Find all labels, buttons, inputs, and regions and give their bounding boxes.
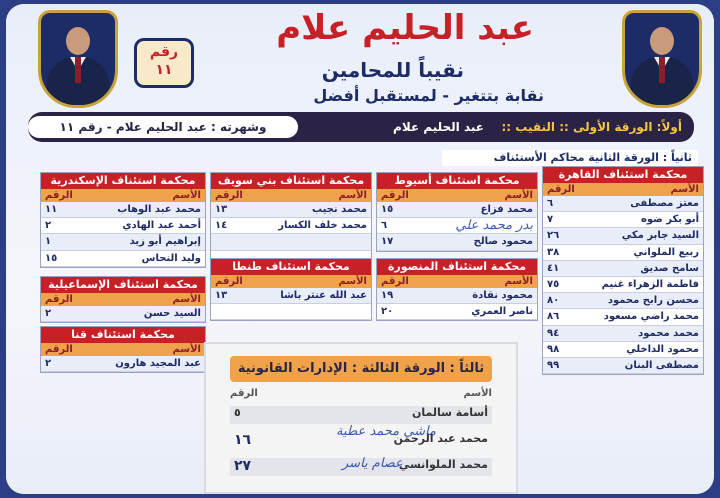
first-sheet-fame: وشهرته : عبد الحليم علام - رقم ١١	[28, 116, 298, 138]
second-sheet-label: ثانياً : الورقة الثانية محاكم الأستئناف	[442, 150, 698, 166]
ballot-card	[6, 4, 714, 494]
court-title: محكمة استئناف المنصورة	[377, 259, 537, 275]
table-row: محمد محمود ٩٤	[543, 326, 703, 342]
court-title: محكمة استئناف بني سويف	[211, 173, 371, 189]
first-sheet-name: عبد الحليم علام	[393, 120, 484, 134]
table-row: أبو بكر ضوه ٧	[543, 212, 703, 228]
court-ismailia	[40, 276, 206, 323]
table-row: محمد عبد الوهاب ١١	[41, 202, 205, 218]
court-qena	[40, 326, 206, 373]
table-row	[211, 304, 371, 320]
candidate-name-title: عبد الحليم علام	[276, 8, 534, 48]
third-sheet-panel	[204, 342, 518, 494]
court-rows	[543, 196, 703, 374]
table-row: ناصر العمري ٢٠	[377, 304, 537, 320]
table-row: بدر محمد علي ٦	[377, 218, 537, 234]
table-row: محمد عبد الرحمن ١٦	[234, 432, 488, 448]
table-row: محسن رابح محمود ٨٠	[543, 293, 703, 309]
third-sheet-label: ثالثاً : الورقة الثالثة : الإدارات القانونية	[230, 356, 492, 382]
badge-label: رقم	[149, 44, 179, 60]
court-cairo	[542, 166, 704, 375]
table-row: عبد الله عنتر باشا ١٣	[211, 288, 371, 304]
table-row: محمد راضي مسعود ٨٦	[543, 309, 703, 325]
badge-number: ١١	[155, 62, 173, 78]
table-row: محمد الملوانسي ٢٧	[230, 458, 492, 476]
table-row: ربيع الملواني ٣٨	[543, 245, 703, 261]
handwritten-note-1: ماشي محمد عطية	[336, 424, 436, 439]
candidate-portrait-left	[38, 10, 118, 108]
table-row: أسامة سالمان ٥	[230, 406, 492, 424]
table-row: السيد جابر مكي ٢٦	[543, 228, 703, 244]
table-row: محمد نجيب ١٣	[211, 202, 371, 218]
court-title: محكمة استئناف طنطا	[211, 259, 371, 275]
ballot-number-badge	[134, 38, 194, 88]
table-row: محمود صالح ١٧	[377, 234, 537, 250]
court-title: محكمة استئناف الإسكندرية	[41, 173, 205, 189]
court-title: محكمة استئناف القاهرة	[543, 167, 703, 183]
table-row: معتز مصطفى ٦	[543, 196, 703, 212]
court-title: محكمة استئناف الإسماعيلية	[41, 277, 205, 293]
table-row: عبد المجيد هارون ٢	[41, 356, 205, 372]
first-sheet-banner	[28, 112, 694, 142]
court-title: محكمة استئناف قنا	[41, 327, 205, 343]
table-row: سامح صديق ٤١	[543, 261, 703, 277]
court-title: محكمة استئناف أسيوط	[377, 173, 537, 189]
handwritten-note-2: عصام ياسر	[342, 456, 403, 471]
court-columns: الأسم الرقم	[377, 275, 537, 288]
court-mansoura	[376, 258, 538, 321]
table-row: محمد فزاع ١٥	[377, 202, 537, 218]
court-tanta	[210, 258, 372, 321]
court-columns: الأسم الرقم	[377, 189, 537, 202]
table-row: محمد خلف الكسار ١٤	[211, 218, 371, 234]
table-row: أحمد عبد الهادي ٢	[41, 218, 205, 234]
third-sheet-columns: الأسم الرقم	[230, 388, 492, 399]
court-columns: الأسم الرقم	[211, 275, 371, 288]
candidate-portrait-right	[622, 10, 702, 108]
table-row: مصطفى البنان ٩٩	[543, 358, 703, 374]
candidate-subtitle: نقيباً للمحامين	[321, 58, 464, 82]
table-row: إبراهيم أبو زيد ١	[41, 234, 205, 250]
table-row: محمود نقادة ١٩	[377, 288, 537, 304]
first-sheet-label: أولاً: الورقة الأولى :: النقيب ::	[501, 120, 682, 134]
table-row: السيد حسن ٢	[41, 306, 205, 322]
campaign-tagline: نقابة بتتغير - لمستقبل أفضل	[313, 86, 544, 105]
table-row	[211, 234, 371, 250]
court-columns: الأسم الرقم	[211, 189, 371, 202]
table-row: وليد النحاس ١٥	[41, 251, 205, 267]
table-row: محمود الداخلي ٩٨	[543, 342, 703, 358]
table-row: فاطمة الزهراء غنيم ٧٥	[543, 277, 703, 293]
court-benisuef	[210, 172, 372, 268]
court-columns: الأسم الرقم	[41, 293, 205, 306]
court-alexandria	[40, 172, 206, 268]
court-columns: الأسم الرقم	[41, 189, 205, 202]
court-columns: الأسم الرقم	[41, 343, 205, 356]
court-assiut	[376, 172, 538, 252]
court-columns: الأسم الرقم	[543, 183, 703, 196]
